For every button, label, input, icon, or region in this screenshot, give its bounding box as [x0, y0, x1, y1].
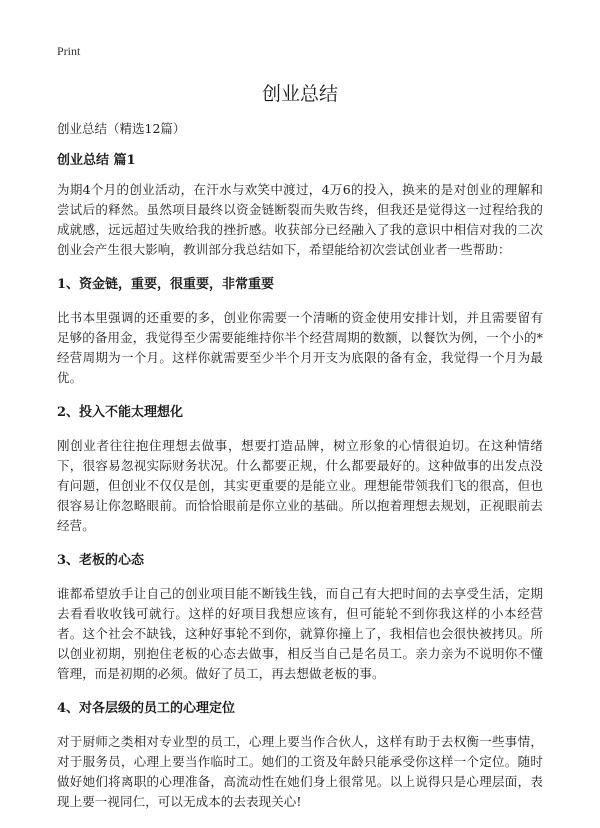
section-body-1: 比书本里强调的还重要的多，创业你需要一个清晰的资金使用安排计划，并且需要留有足够的备用金，我觉得至少需要能维持你半个经营周期的数额，以餐饮为例，一个小的*经营周期为一个月。这样你就需要至少半个月开支为底限的备有金，我觉得一个月为最优。 [57, 310, 543, 385]
section-body-4: 对于厨师之类相对专业型的员工，心理上要当作合伙人，这样有助于去权衡一些事情，对于服务员，心理上要当作临时工。她们的工资及年龄只能承受你这样一个定位。随时做好她们将离职的心理准备，高流动性在她们身上很常见。以上说得只是心理层面，表现上要一视同仁，可以无成本的去表现关心! [57, 734, 543, 809]
section-heading-2: 2、投入不能太理想化 [57, 405, 184, 420]
section-heading-4: 4、对各层级的员工的心理定位 [57, 701, 236, 716]
section-body-3: 谁都希望放手让自己的创业项目能不断钱生钱，而自己有大把时间的去享受生活，定期去看看收收钱可就行。这样的好项目我想应该有，但可能轮不到你我这样的小本经营者。这个社会不缺钱，这种好事轮不到你，就算你撞上了，我相信也会很快被拷贝。所以创业初期，别抱住老板的心态去做事，相反当自己是名员工。亲力亲为不说明你不懂管理，而是初期的必须。做好了员工，再去想做老板的事。 [57, 586, 543, 681]
article-heading: 创业总结 篇1 [57, 153, 136, 168]
document-subtitle: 创业总结（精选12篇） [57, 121, 186, 136]
page-title: 创业总结 [261, 83, 338, 105]
section-heading-1: 1、资金链，重要，很重要，非常重要 [57, 277, 275, 292]
section-body-2: 刚创业者往往抱住理想去做事，想要打造品牌，树立形象的心情很迫切。在这种情绪下，很容易忽视实际财务状况。什么都要正规，什么都要最好的。这种做事的出发点没有问题，但创业不仅仅是创，其实更重要的是能立业。理想能带领我们飞的很高，但也很容易让你忽略眼前。而恰恰眼前是你立业的基础。所以抱着理想去规划，正视眼前去经营。 [57, 438, 543, 533]
section-heading-3: 3、老板的心态 [57, 553, 145, 568]
intro-paragraph: 为期4个月的创业活动，在汗水与欢笑中渡过，4万6的投入，换来的是对创业的理解和尝试后的释然。虽然项目最终以资金链断裂而失败告终，但我还是觉得这一过程给我的成就感，远远超过失败给我的挫折感。收获部分已经融入了我的意识中相信对我的二次创业会产生很大影响，教训部分我总结如下，希望能给初次尝试创业者一些帮助： [57, 182, 543, 257]
print-link[interactable]: Print [57, 44, 81, 58]
